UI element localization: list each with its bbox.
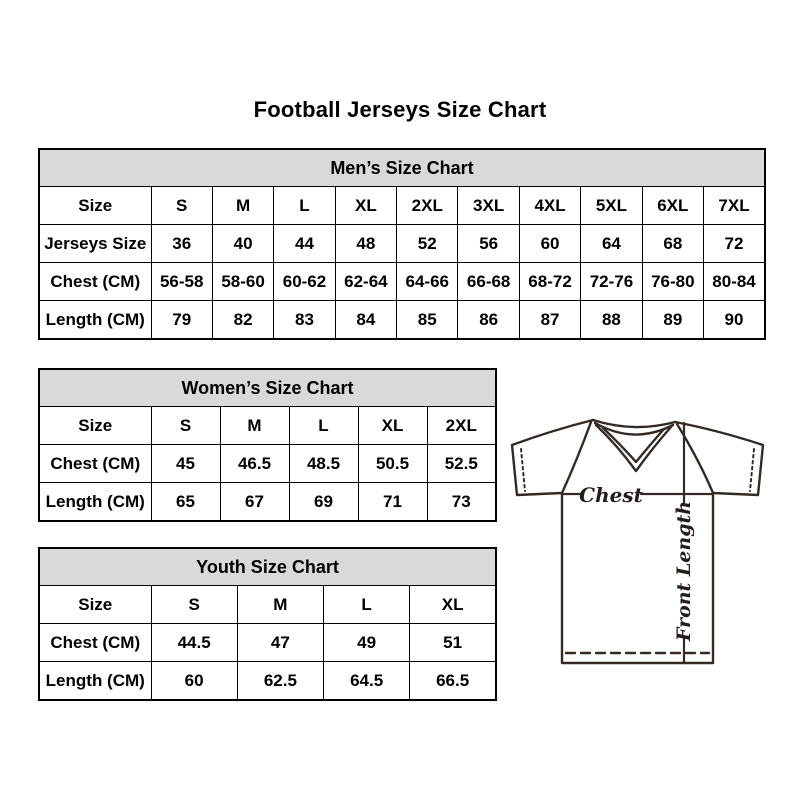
size-value: 45	[151, 445, 220, 483]
size-value: 50.5	[358, 445, 427, 483]
size-value: 40	[212, 225, 273, 263]
size-value: 88	[581, 301, 642, 340]
table-row	[39, 445, 496, 483]
table-title-row	[39, 149, 765, 187]
size-value: 80-84	[704, 263, 765, 301]
table-row	[39, 187, 765, 225]
row-label: Size	[39, 187, 151, 225]
size-value: 87	[519, 301, 580, 340]
size-value: 48	[335, 225, 396, 263]
left-cuff-dashed-line	[521, 449, 525, 491]
size-value: S	[151, 407, 220, 445]
size-value: 36	[151, 225, 212, 263]
jersey-outline	[512, 420, 763, 663]
size-value: 47	[237, 624, 323, 662]
size-value: 68-72	[519, 263, 580, 301]
youth-table-body	[39, 586, 496, 701]
size-value: 73	[427, 483, 496, 522]
womens-size-table	[38, 368, 497, 522]
collar-back-line	[593, 420, 675, 427]
table-row	[39, 263, 765, 301]
size-value: S	[151, 187, 212, 225]
table-row	[39, 225, 765, 263]
size-value: 68	[642, 225, 703, 263]
size-value: 71	[358, 483, 427, 522]
womens-table-body	[39, 407, 496, 522]
size-value: XL	[410, 586, 496, 624]
page-title: Football Jerseys Size Chart	[253, 97, 547, 122]
jersey-measurement-diagram	[505, 400, 775, 670]
size-value: M	[220, 407, 289, 445]
size-value: 5XL	[581, 187, 642, 225]
size-value: 72	[704, 225, 765, 263]
size-value: 82	[212, 301, 273, 340]
size-value: 84	[335, 301, 396, 340]
size-value: M	[212, 187, 273, 225]
size-value: 65	[151, 483, 220, 522]
size-value: 46.5	[220, 445, 289, 483]
mens-table-body	[39, 187, 765, 340]
size-value: S	[151, 586, 237, 624]
row-label: Chest (CM)	[39, 263, 151, 301]
womens-table-title: Women’s Size Chart	[39, 369, 496, 407]
size-value: 2XL	[427, 407, 496, 445]
size-value: 52.5	[427, 445, 496, 483]
size-value: L	[324, 586, 410, 624]
front-length-label: Front Length	[673, 500, 695, 642]
size-value: 86	[458, 301, 519, 340]
size-value: 64-66	[397, 263, 458, 301]
row-label: Length (CM)	[39, 662, 151, 701]
mens-table-title: Men’s Size Chart	[39, 149, 765, 187]
size-value: 60-62	[274, 263, 335, 301]
size-value: 66.5	[410, 662, 496, 701]
size-value: 72-76	[581, 263, 642, 301]
mens-size-table	[38, 148, 766, 340]
size-value: 76-80	[642, 263, 703, 301]
size-value: 64	[581, 225, 642, 263]
size-value: 62.5	[237, 662, 323, 701]
row-label: Length (CM)	[39, 483, 151, 522]
size-value: 3XL	[458, 187, 519, 225]
size-value: 60	[519, 225, 580, 263]
youth-size-table	[38, 547, 497, 701]
size-value: 48.5	[289, 445, 358, 483]
youth-table-title: Youth Size Chart	[39, 548, 496, 586]
size-value: 66-68	[458, 263, 519, 301]
size-value: 60	[151, 662, 237, 701]
right-armhole-seam	[677, 424, 713, 493]
size-value: 56	[458, 225, 519, 263]
size-value: M	[237, 586, 323, 624]
size-value: 64.5	[324, 662, 410, 701]
row-label: Chest (CM)	[39, 445, 151, 483]
size-value: L	[289, 407, 358, 445]
size-value: 69	[289, 483, 358, 522]
size-value: 7XL	[704, 187, 765, 225]
table-title-row	[39, 369, 496, 407]
chest-label: Chest	[579, 483, 643, 507]
size-value: 44	[274, 225, 335, 263]
table-row	[39, 624, 496, 662]
size-value: 89	[642, 301, 703, 340]
size-value: 49	[324, 624, 410, 662]
size-value: XL	[335, 187, 396, 225]
size-value: 2XL	[397, 187, 458, 225]
size-value: 44.5	[151, 624, 237, 662]
size-value: 79	[151, 301, 212, 340]
table-row	[39, 301, 765, 340]
table-title-row	[39, 548, 496, 586]
size-value: 56-58	[151, 263, 212, 301]
size-value: XL	[358, 407, 427, 445]
size-value: 67	[220, 483, 289, 522]
size-value: 90	[704, 301, 765, 340]
size-value: 85	[397, 301, 458, 340]
size-value: 6XL	[642, 187, 703, 225]
row-label: Jerseys Size	[39, 225, 151, 263]
table-row	[39, 407, 496, 445]
table-row	[39, 483, 496, 522]
size-value: 83	[274, 301, 335, 340]
size-value: 58-60	[212, 263, 273, 301]
size-value: 4XL	[519, 187, 580, 225]
row-label: Size	[39, 586, 151, 624]
size-value: L	[274, 187, 335, 225]
table-row	[39, 662, 496, 701]
size-value: 52	[397, 225, 458, 263]
size-value: 62-64	[335, 263, 396, 301]
size-value: 51	[410, 624, 496, 662]
row-label: Chest (CM)	[39, 624, 151, 662]
right-cuff-dashed-line	[750, 449, 754, 491]
row-label: Length (CM)	[39, 301, 151, 340]
row-label: Size	[39, 407, 151, 445]
table-row	[39, 586, 496, 624]
